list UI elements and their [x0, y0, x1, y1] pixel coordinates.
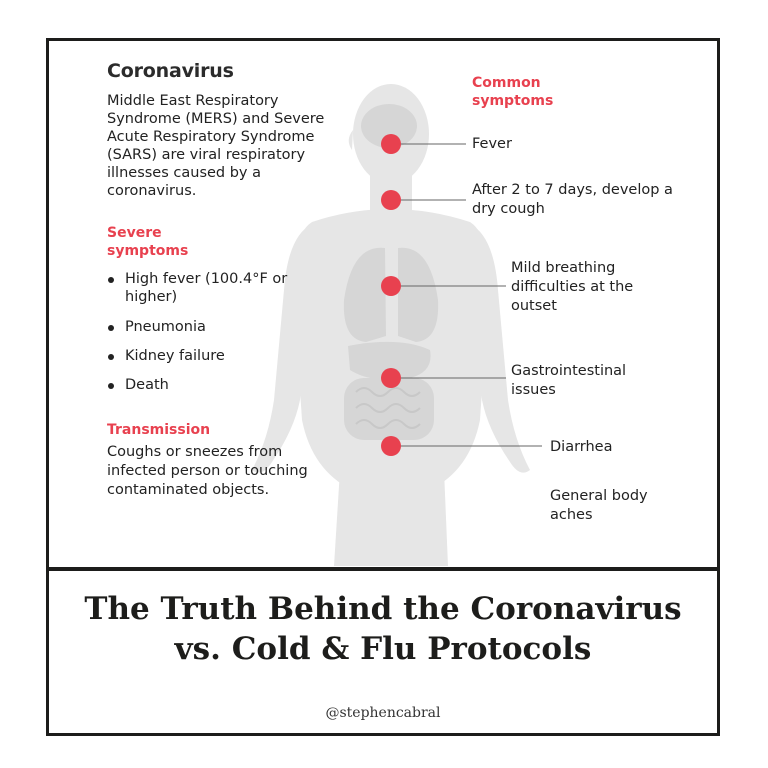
bullet-icon	[108, 383, 114, 389]
list-item	[107, 376, 315, 394]
marker-intestines	[381, 436, 401, 456]
transmission-text: Coughs or sneezes from infected person or touching contaminated objects.	[107, 444, 308, 498]
symptom-breathing: Mild breathing difficulties at the outset	[511, 260, 634, 314]
banner-line-2: vs. Cold & Flu Protocols	[174, 631, 592, 667]
marker-throat	[381, 190, 401, 210]
severe-item-label: Pneumonia	[125, 319, 206, 335]
transmission-heading: Transmission	[107, 422, 211, 438]
marker-lungs	[381, 276, 401, 296]
severe-symptoms-list	[107, 270, 315, 394]
marker-stomach	[381, 368, 401, 388]
bullet-icon	[108, 354, 114, 360]
symptom-body-aches: General body aches	[550, 488, 648, 523]
severe-item-label: High fever (100.4°F or higher)	[125, 271, 288, 305]
severe-item-label: Kidney failure	[125, 348, 225, 364]
common-symptoms-heading: Common symptoms	[472, 75, 554, 109]
coronavirus-description: Middle East Respiratory Syndrome (MERS) and Severe Acute Respiratory Syndrome (SARS) are viral respiratory illnesses caused by a coronavirus.	[107, 93, 325, 199]
list-item	[107, 318, 315, 336]
bullet-icon	[108, 277, 114, 283]
symptom-diarrhea: Diarrhea	[550, 439, 613, 455]
severe-symptoms-heading: Severe symptoms	[107, 225, 189, 259]
banner-line-1: The Truth Behind the Coronavirus	[84, 591, 682, 627]
severe-item-label: Death	[125, 377, 169, 393]
symptom-dry-cough: After 2 to 7 days, develop a dry cough	[472, 182, 673, 217]
symptom-fever: Fever	[472, 136, 512, 152]
marker-head	[381, 134, 401, 154]
list-item	[107, 347, 315, 365]
title-divider	[46, 567, 720, 571]
banner-title	[46, 589, 720, 669]
symptom-gastrointestinal: Gastrointestinal issues	[511, 363, 627, 398]
bullet-icon	[108, 325, 114, 331]
coronavirus-heading: Coronavirus	[107, 60, 234, 82]
author-handle: @stephencabral	[325, 705, 441, 721]
list-item	[107, 270, 315, 306]
